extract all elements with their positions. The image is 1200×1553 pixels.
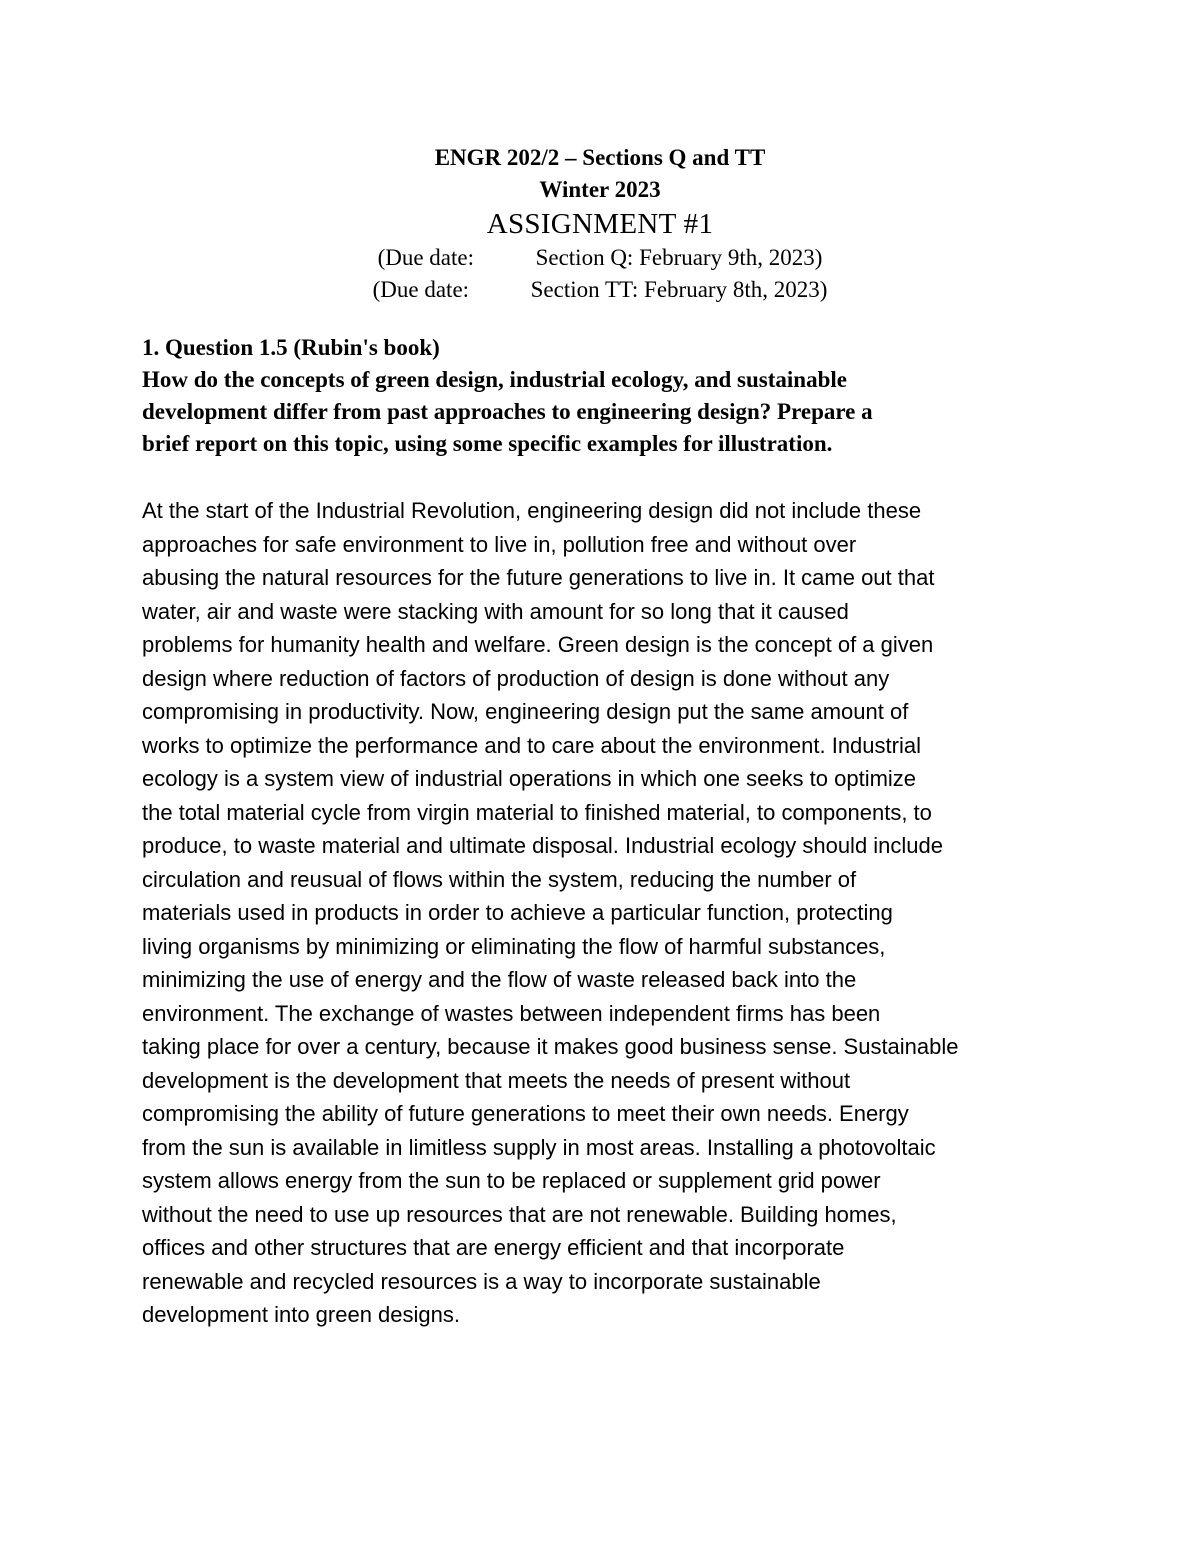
assignment-title: ASSIGNMENT #1 xyxy=(486,208,714,240)
answer-line: circulation and reusual of flows within the system, reducing the number of xyxy=(142,866,857,892)
answer-line: minimizing the use of energy and the flow of waste released back into the xyxy=(142,967,857,992)
question-text-line: development differ from past approaches to engineering design? Prepare a xyxy=(142,399,873,424)
question-text-line: How do the concepts of green design, industrial ecology, and sustainable xyxy=(142,367,847,392)
due-date-label: (Due date: xyxy=(377,245,475,270)
answer-line: renewable and recycled resources is a way to incorporate sustainable xyxy=(142,1268,821,1294)
answer-line: development is the development that meets the needs of present without xyxy=(142,1067,851,1093)
due-date-line xyxy=(0,242,1200,274)
due-date-line xyxy=(0,274,1200,306)
answer-line: system allows energy from the sun to be replaced or supplement grid power xyxy=(142,1168,881,1193)
answer-line: At the start of the Industrial Revolution, engineering design did not include these xyxy=(142,498,922,523)
answer-line: without the need to use up resources that are not renewable. Building homes, xyxy=(142,1201,897,1227)
answer-line: from the sun is available in limitless supply in most areas. Installing a photovoltaic xyxy=(142,1134,936,1160)
due-date-value: Section TT: February 8th, 2023) xyxy=(530,277,828,302)
answer-line: offices and other structures that are energy efficient and that incorporate xyxy=(142,1235,845,1260)
answer-line: approaches for safe environment to live in, pollution free and without over xyxy=(142,531,857,557)
answer-line: works to optimize the performance and to care about the environment. Industrial xyxy=(142,732,921,758)
question-text-line: brief report on this topic, using some specific examples for illustration. xyxy=(142,431,833,456)
answer-line: environment. The exchange of wastes between independent firms has been xyxy=(142,1000,881,1026)
course-line: ENGR 202/2 – Sections Q and TT xyxy=(434,145,766,170)
document-header xyxy=(0,142,1200,306)
answer-line: the total material cycle from virgin material to finished material, to components, to xyxy=(142,799,932,825)
due-date-label: (Due date: xyxy=(372,277,470,302)
answer-line: design where reduction of factors of production of design is done without any xyxy=(142,665,890,691)
answer-line: abusing the natural resources for the future generations to live in. It came out that xyxy=(142,565,935,590)
question-heading: 1. Question 1.5 (Rubin's book) xyxy=(142,335,440,360)
answer-line: living organisms by minimizing or eliminating the flow of harmful substances, xyxy=(142,933,886,959)
answer-body xyxy=(142,494,1082,1332)
answer-line: taking place for over a century, because it makes good business sense. Sustainable xyxy=(142,1034,959,1059)
answer-line: water, air and waste were stacking with amount for so long that it caused xyxy=(142,598,849,624)
answer-line: problems for humanity health and welfare. Green design is the concept of a given xyxy=(142,632,934,657)
answer-line: materials used in products in order to achieve a particular function, protecting xyxy=(142,900,893,925)
answer-line: development into green designs. xyxy=(142,1302,460,1327)
question-block xyxy=(142,332,1082,460)
answer-line: compromising the ability of future generations to meet their own needs. Energy xyxy=(142,1101,909,1126)
answer-line: compromising in productivity. Now, engineering design put the same amount of xyxy=(142,699,909,724)
answer-line: ecology is a system view of industrial operations in which one seeks to optimize xyxy=(142,766,917,791)
term-line: Winter 2023 xyxy=(539,177,661,202)
due-date-value: Section Q: February 9th, 2023) xyxy=(535,245,823,270)
answer-line: produce, to waste material and ultimate disposal. Industrial ecology should include xyxy=(142,833,944,858)
